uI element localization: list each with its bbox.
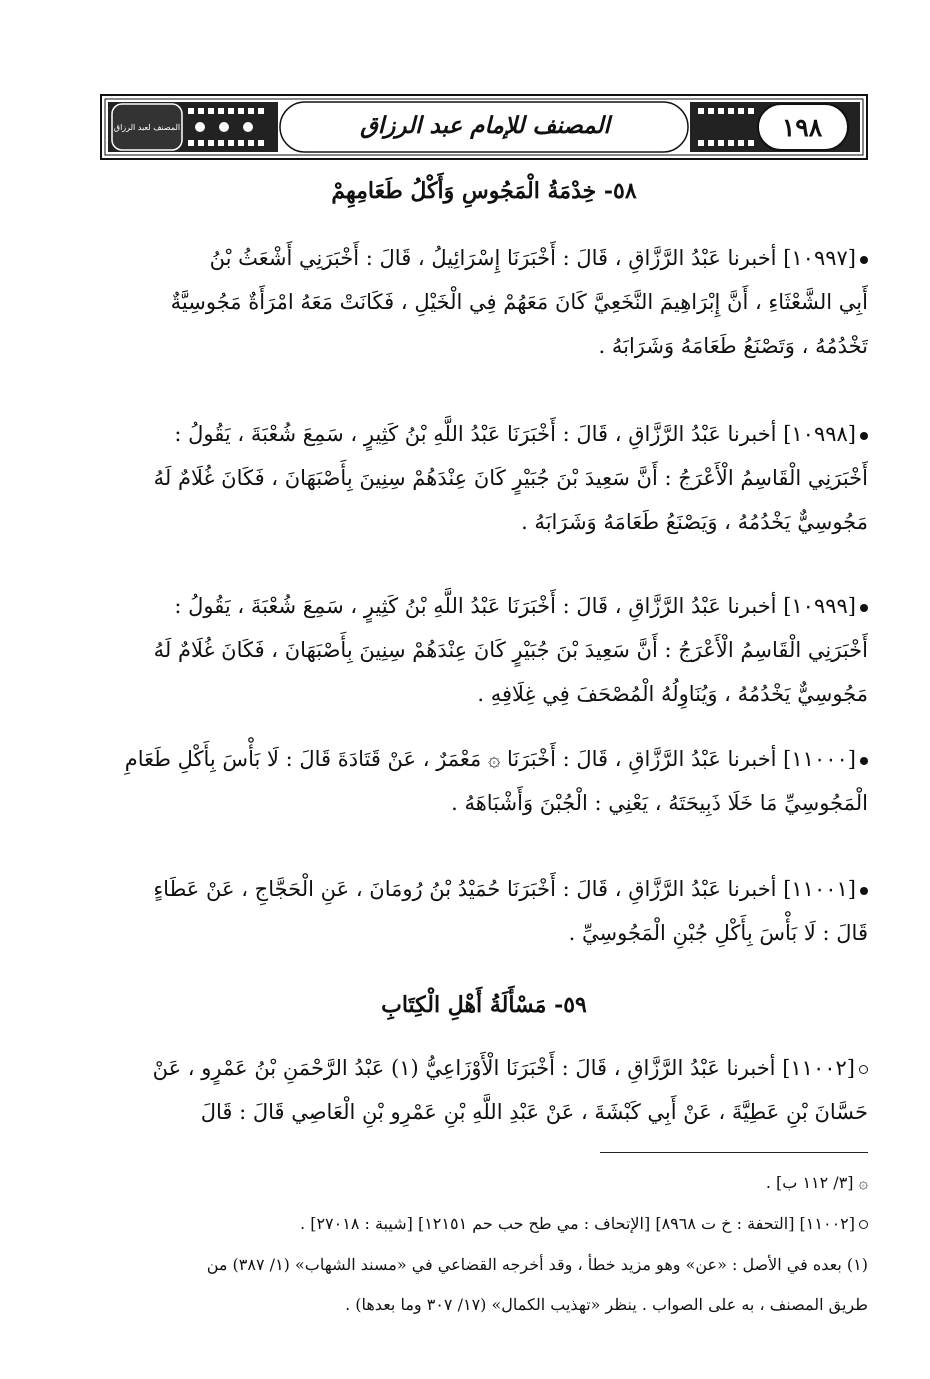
line-text: [١١٠٠٢] أخبرنا عَبْدُ الرَّزَّاقِ ، قَالَ : أَخْبَرَنَا الْأَوْزَاعِيُّ (١) عَبْدُ الرَّحْمَنِ بْنُ عَمْرٍو ، عَنْ xyxy=(152,1056,855,1080)
bullet-icon xyxy=(860,757,868,765)
line-text: [١١٠٠١] أخبرنا عَبْدُ الرَّزَّاقِ ، قَالَ : أَخْبَرَنَا حُمَيْدُ بْنُ رُومَانَ ، عَنِ الْحَجَّاجِ ، عَنْ عَطَاءٍ xyxy=(153,877,856,901)
bullet-icon xyxy=(860,604,868,612)
footnote-folio: ۞ [٣/ ١١٢ ب] . xyxy=(765,1173,868,1192)
line-text: [١١٠٠٠] أخبرنا عَبْدُ الرَّزَّاقِ ، قَالَ : أَخْبَرَنَا ۞ مَعْمَرٌ ، عَنْ قَتَادَةَ قَالَ : لَا بَأْسَ بِأَكْلِ طَعَامِ xyxy=(124,747,856,771)
page-number: ١٩٨ xyxy=(781,112,823,142)
text-line: أَخْبَرَنِي الْقَاسِمُ الْأَعْرَجُ : أَنَّ سَعِيدَ بْنَ جُبَيْرٍ كَانَ عِنْدَهُمْ سِنِينَ بِأَصْبَهَانَ ، فَكَانَ غُلَامٌ لَهُ xyxy=(153,466,868,490)
ring-icon xyxy=(859,1065,868,1074)
hadith-10999 xyxy=(100,584,868,716)
text-line xyxy=(100,236,868,280)
footnote-takhrij xyxy=(100,1207,868,1241)
bullet-icon xyxy=(860,432,868,440)
footnote-separator xyxy=(600,1152,868,1153)
hadith-11001 xyxy=(100,867,868,955)
bullet-icon xyxy=(860,887,868,895)
text-line: تَخْدُمُهُ ، وَتَصْنَعُ طَعَامَهُ وَشَرَابَهُ . xyxy=(598,334,868,358)
line-text: [١٠٩٩٩] أخبرنا عَبْدُ الرَّزَّاقِ ، قَالَ : أَخْبَرَنَا عَبْدُ اللَّهِ بْنُ كَثِيرٍ ، سَمِعَ شُعْبَةَ ، يَقُولُ : xyxy=(174,594,856,618)
text-line: الْمَجُوسِيِّ مَا خَلَا ذَبِيحَتَهُ ، يَعْنِي : الْجُبْنَ وَأَشْبَاهَهُ . xyxy=(451,791,868,815)
emblem-text: المصنف لعبد الرزاق xyxy=(113,122,181,132)
bullet-icon xyxy=(860,256,868,264)
line-text: [١٠٩٩٧] أخبرنا عَبْدُ الرَّزَّاقِ ، قَالَ : أَخْبَرَنَا إِسْرَائِيلُ ، قَالَ : أَخْبَرَنِي أَشْعَثُ بْنُ xyxy=(209,246,856,270)
hadith-11000 xyxy=(100,737,868,825)
hadith-10997 xyxy=(100,236,868,368)
footnote-1-line-2: طريق المصنف ، به على الصواب . ينظر «تهذيب الكمال» (١٧/ ٣٠٧ وما بعدها) . xyxy=(345,1295,868,1314)
text-line: مَجُوسِيٌّ يَخْدُمُهُ ، وَيَصْنَعُ طَعَامَهُ وَشَرَابَهُ . xyxy=(521,510,868,534)
hadith-11002 xyxy=(100,1046,868,1134)
text-line: قَالَ : لَا بَأْسَ بِأَكْلِ جُبْنِ الْمَجُوسِيِّ . xyxy=(568,921,868,945)
text-line xyxy=(100,412,868,456)
footnote-1-line-1: (١) بعده في الأصل : «عن» وهو مزيد خطأ ، وقد أخرجه القضاعي في «مسند الشهاب» (١/ ٣٨٧) من xyxy=(206,1255,868,1274)
section-heading-58: ٥٨- خِدْمَةُ الْمَجُوسِ وَأَكْلُ طَعَامِهِمْ xyxy=(331,178,637,204)
hadith-10998 xyxy=(100,412,868,544)
line-text: [١٠٩٩٨] أخبرنا عَبْدُ الرَّزَّاقِ ، قَالَ : أَخْبَرَنَا عَبْدُ اللَّهِ بْنُ كَثِيرٍ ، سَمِعَ شُعْبَةَ ، يَقُولُ : xyxy=(174,422,856,446)
takhrij-text: [١١٠٠٢] [التحفة : خ ت ٨٩٦٨] [الإتحاف : مي طح حب حم ١٢١٥١] [شيبة : ٢٧٠١٨] . xyxy=(300,1214,855,1233)
book-emblem xyxy=(112,104,182,150)
ring-icon xyxy=(859,1220,868,1229)
text-line xyxy=(100,584,868,628)
text-line: حَسَّانَ بْنِ عَطِيَّةَ ، عَنْ أَبِي كَبْشَةَ ، عَنْ عَبْدِ اللَّهِ بْنِ عَمْرِو بْنِ الْعَاصِي قَالَ : قَالَ xyxy=(200,1100,868,1124)
book-title: المصنف للإمام عبد الرزاق xyxy=(360,111,610,139)
text-line xyxy=(100,737,868,781)
page-header xyxy=(100,94,868,160)
text-line: أَخْبَرَنِي الْقَاسِمُ الْأَعْرَجُ : أَنَّ سَعِيدَ بْنَ جُبَيْرٍ كَانَ عِنْدَهُمْ سِنِينَ بِأَصْبَهَانَ ، فَكَانَ غُلَامٌ لَهُ xyxy=(153,638,868,662)
text-line xyxy=(100,867,868,911)
text-line: مَجُوسِيٌّ يَخْدُمُهُ ، وَيُنَاوِلُهُ الْمُصْحَفَ فِي غِلَافِهِ . xyxy=(477,682,868,706)
text-line: أَبِي الشَّعْثَاءِ ، أَنَّ إِبْرَاهِيمَ النَّخَعِيَّ كَانَ مَعَهُمْ فِي الْخَيْلِ ، فَكَانَتْ مَعَهُ امْرَأَةٌ مَجُوسِيَّةٌ xyxy=(170,290,868,314)
section-heading-59: ٥٩- مَسْأَلَةُ أَهْلِ الْكِتَابِ xyxy=(381,992,587,1018)
text-line xyxy=(100,1046,868,1090)
